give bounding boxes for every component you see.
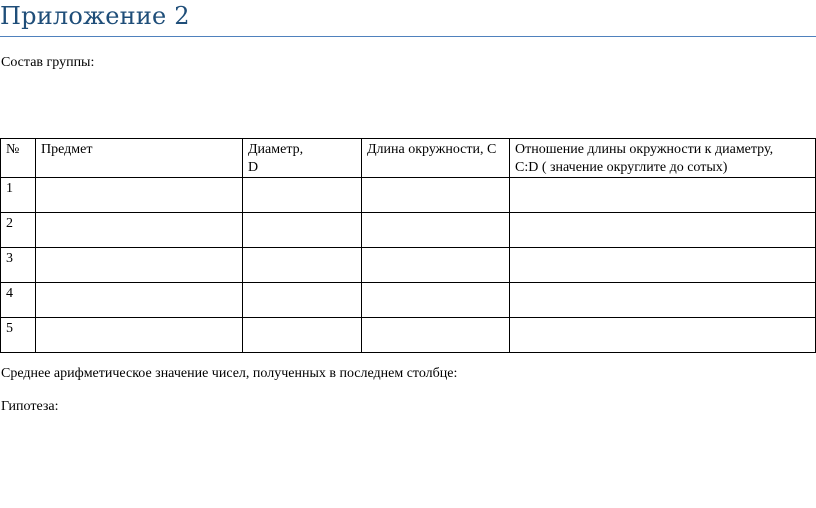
diameter-cell[interactable] — [243, 213, 362, 248]
row-number: 2 — [1, 213, 36, 248]
header-ratio-line2: С:D ( значение округлите до сотых) — [515, 160, 728, 175]
table-row — [1, 213, 816, 248]
table-header-row — [1, 139, 816, 178]
group-composition-label: Состав группы: — [1, 55, 95, 70]
circumference-cell[interactable] — [362, 318, 510, 353]
row-number: 1 — [1, 178, 36, 213]
subject-cell[interactable] — [36, 213, 243, 248]
header-ratio-line1: Отношение длины окружности к диаметру, — [515, 142, 774, 157]
header-circumference: Длина окружности, С — [362, 139, 510, 178]
subject-cell[interactable] — [36, 283, 243, 318]
diameter-cell[interactable] — [243, 283, 362, 318]
diameter-cell[interactable] — [243, 178, 362, 213]
subject-cell[interactable] — [36, 318, 243, 353]
measurement-table — [0, 138, 816, 353]
header-ratio — [510, 139, 816, 178]
header-number: № — [1, 139, 36, 178]
header-diameter-line2: D — [248, 160, 259, 175]
row-number: 5 — [1, 318, 36, 353]
diameter-cell[interactable] — [243, 318, 362, 353]
hypothesis-label: Гипотеза: — [1, 399, 59, 414]
circumference-cell[interactable] — [362, 248, 510, 283]
header-diameter — [243, 139, 362, 178]
circumference-cell[interactable] — [362, 178, 510, 213]
table-row — [1, 318, 816, 353]
header-subject: Предмет — [36, 139, 243, 178]
ratio-cell[interactable] — [510, 213, 816, 248]
title-underline — [0, 36, 816, 37]
row-number: 3 — [1, 248, 36, 283]
ratio-cell[interactable] — [510, 283, 816, 318]
header-diameter-line1: Диаметр, — [248, 142, 304, 157]
row-number: 4 — [1, 283, 36, 318]
diameter-cell[interactable] — [243, 248, 362, 283]
ratio-cell[interactable] — [510, 318, 816, 353]
circumference-cell[interactable] — [362, 213, 510, 248]
table-row — [1, 283, 816, 318]
circumference-cell[interactable] — [362, 283, 510, 318]
ratio-cell[interactable] — [510, 248, 816, 283]
ratio-cell[interactable] — [510, 178, 816, 213]
table-row — [1, 178, 816, 213]
subject-cell[interactable] — [36, 248, 243, 283]
mean-value-label: Среднее арифметическое значение чисел, полученных в последнем столбце: — [1, 366, 458, 381]
table-row — [1, 248, 816, 283]
page-title: Приложение 2 — [0, 2, 190, 30]
subject-cell[interactable] — [36, 178, 243, 213]
